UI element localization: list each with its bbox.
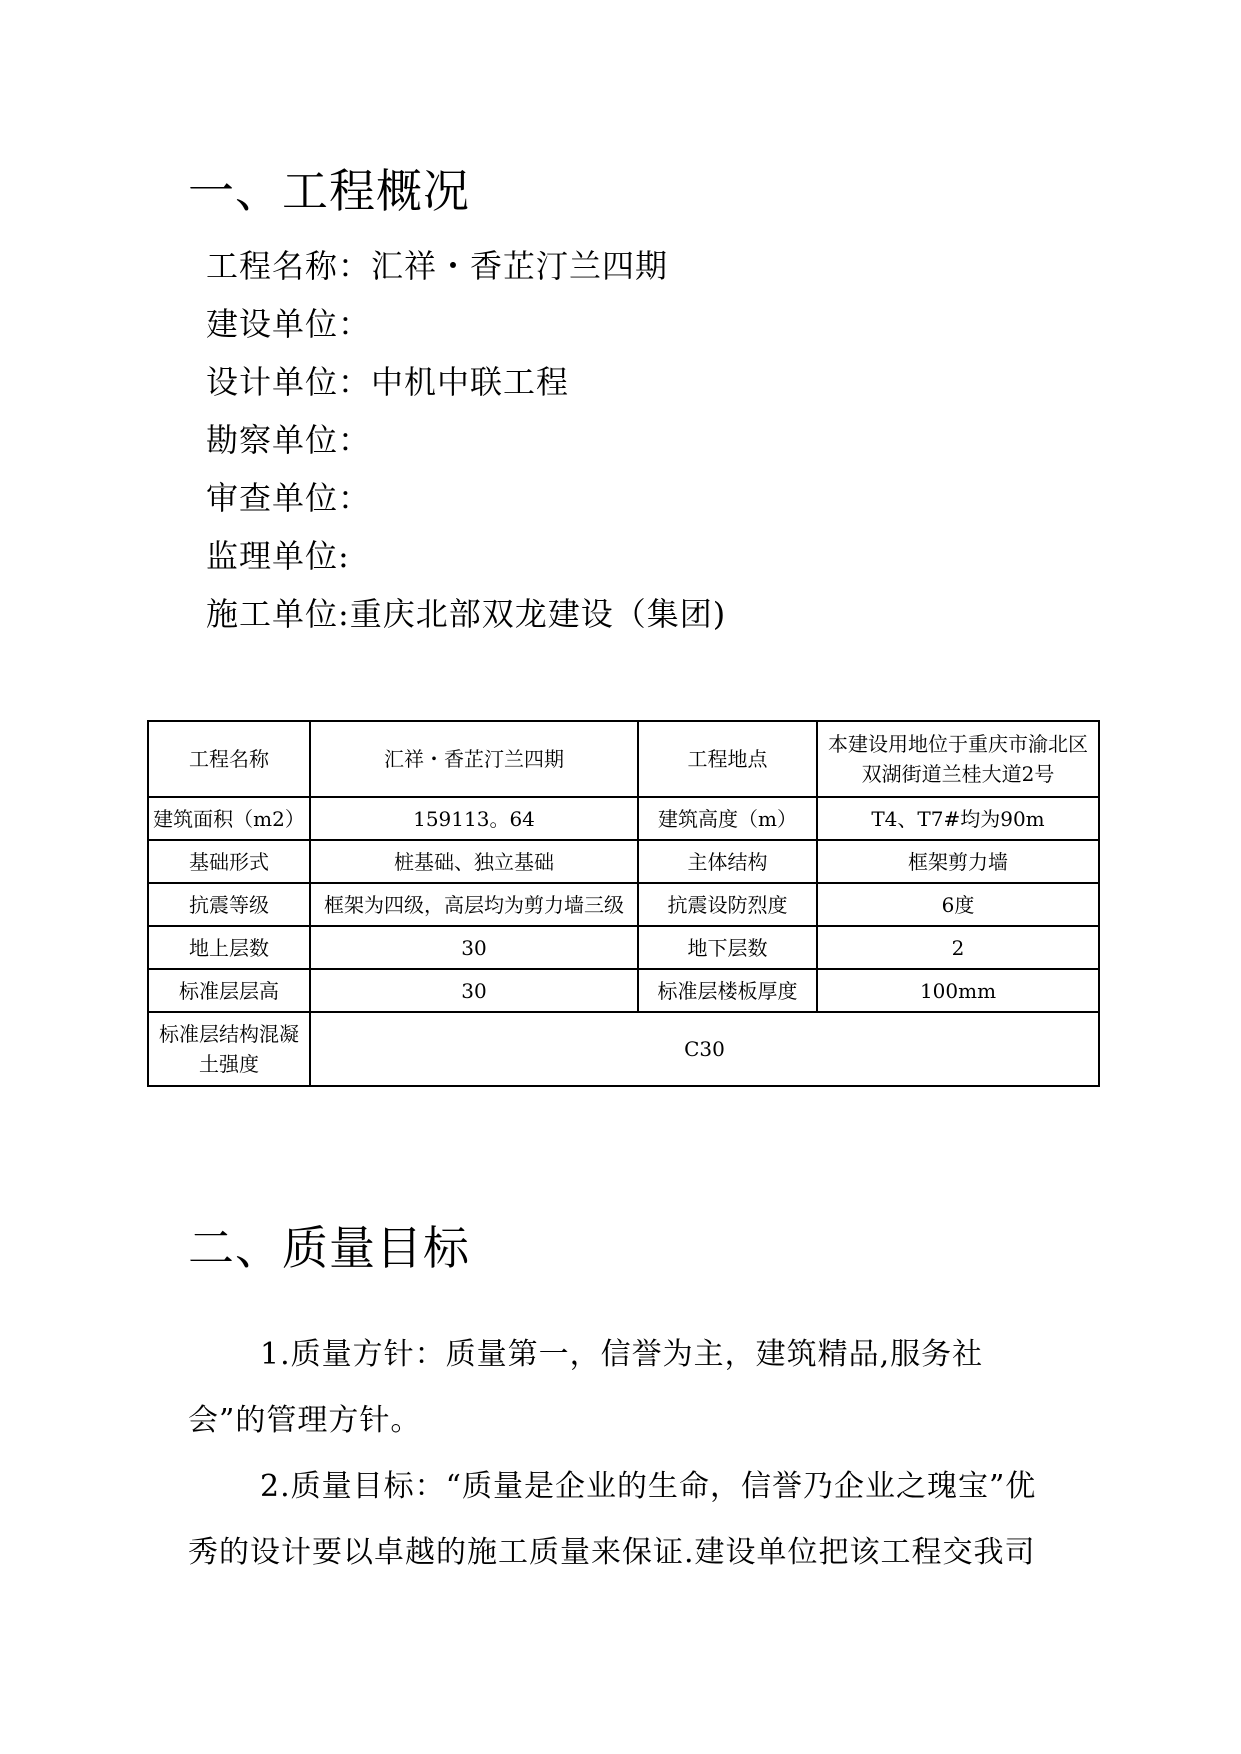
project-overview-table <box>147 720 1100 1087</box>
table-cell: 本建设用地位于重庆市渝北区双湖街道兰桂大道2号 <box>817 721 1099 797</box>
info-project-name: 工程名称：汇祥・香芷汀兰四期 <box>206 247 669 285</box>
table-cell: 标准层结构混凝土强度 <box>148 1012 310 1086</box>
table-cell: 框架为四级，高层均为剪力墙三级 <box>310 883 638 926</box>
table-cell: 建筑面积（m2） <box>148 797 310 840</box>
table-cell: 主体结构 <box>638 840 817 883</box>
info-developer: 建设单位： <box>206 305 372 343</box>
table-cell: 桩基础、独立基础 <box>310 840 638 883</box>
info-designer: 设计单位：中机中联工程 <box>206 363 570 401</box>
table-cell: 100mm <box>817 969 1099 1012</box>
table-cell: 汇祥・香芷汀兰四期 <box>310 721 638 797</box>
table-row <box>148 883 1099 926</box>
info-contractor: 施工单位:重庆北部双龙建设（集团) <box>206 595 727 633</box>
table-cell: 地上层数 <box>148 926 310 969</box>
table-cell: 工程名称 <box>148 721 310 797</box>
table-cell: 标准层楼板厚度 <box>638 969 817 1012</box>
table-row <box>148 969 1099 1012</box>
table-cell: 6度 <box>817 883 1099 926</box>
table-cell: C30 <box>310 1012 1099 1086</box>
table-row <box>148 1012 1099 1086</box>
table-cell: 工程地点 <box>638 721 817 797</box>
table-cell: 30 <box>310 969 638 1012</box>
table-row <box>148 797 1099 840</box>
table-cell: 标准层层高 <box>148 969 310 1012</box>
info-reviewer: 审查单位： <box>206 479 372 517</box>
section-2-heading: 二、质量目标 <box>188 1221 470 1275</box>
table-cell: 30 <box>310 926 638 969</box>
table-cell: 框架剪力墙 <box>817 840 1099 883</box>
table-row <box>148 840 1099 883</box>
table-row <box>148 926 1099 969</box>
table-cell: 地下层数 <box>638 926 817 969</box>
table-cell: 抗震等级 <box>148 883 310 926</box>
table-cell: 抗震设防烈度 <box>638 883 817 926</box>
table-cell: 建筑高度（m） <box>638 797 817 840</box>
table-row <box>148 721 1099 797</box>
section-1-heading: 一、工程概况 <box>188 164 470 218</box>
table-cell: T4、T7#均为90m <box>817 797 1099 840</box>
table-cell: 2 <box>817 926 1099 969</box>
table-cell: 159113。64 <box>310 797 638 840</box>
table-cell: 基础形式 <box>148 840 310 883</box>
quality-policy-paragraph: 1.质量方针：质量第一，信誉为主，建筑精品,服务社会”的管理方针。 <box>188 1337 984 1438</box>
info-surveyor: 勘察单位： <box>206 421 372 459</box>
quality-goal-paragraph: 2.质量目标：“质量是企业的生命，信誉乃企业之瑰宝”优秀的设计要以卓越的施工质量来保证.建设单位把该工程交我司 <box>188 1469 1037 1570</box>
info-supervisor: 监理单位: <box>206 537 350 575</box>
